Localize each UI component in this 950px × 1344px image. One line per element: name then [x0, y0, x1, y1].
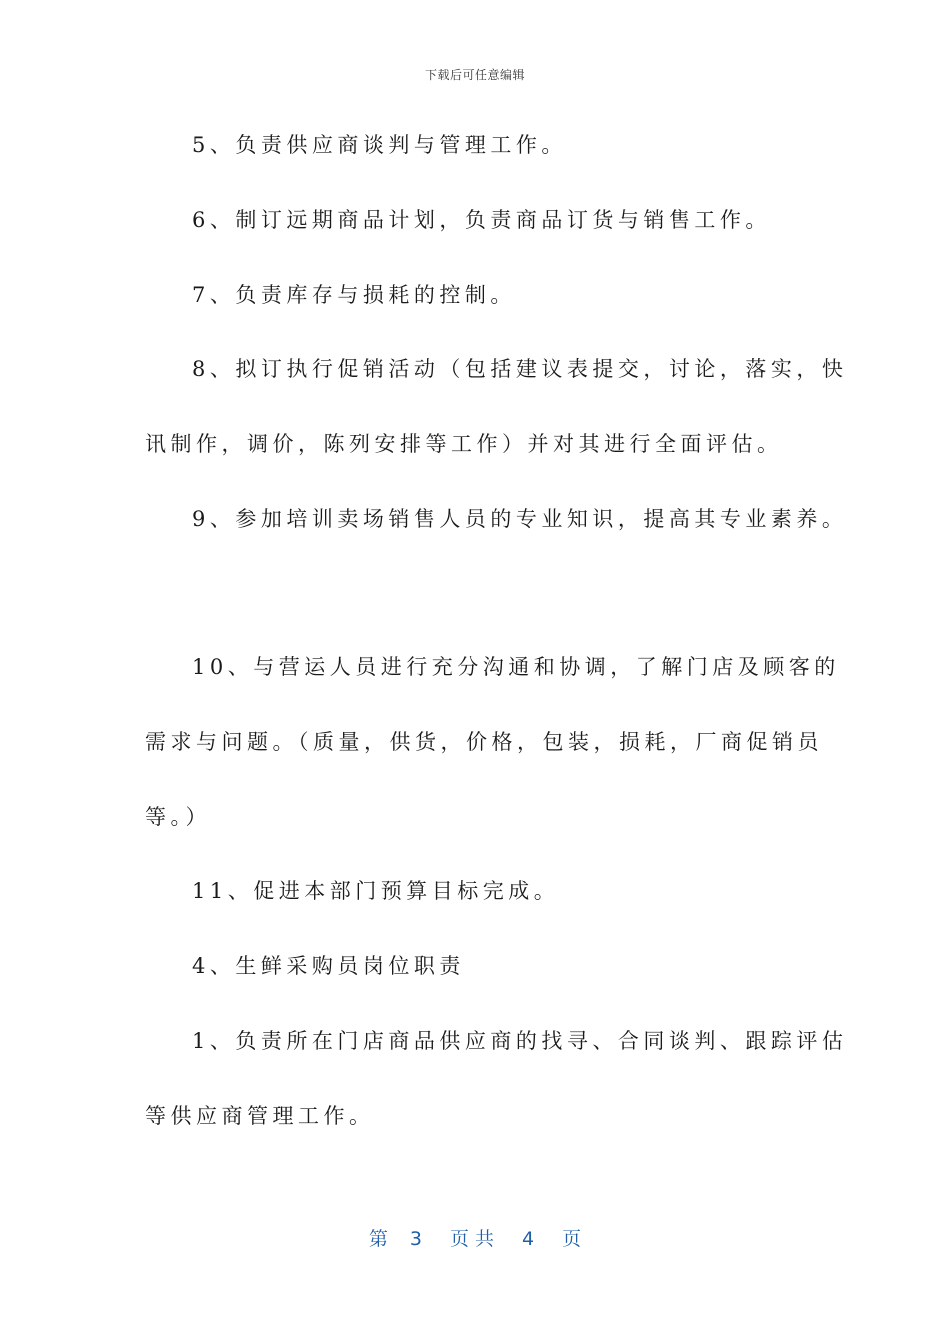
paragraph-line: 11、促进本部门预算目标完成。 [192, 879, 560, 903]
paragraph-line: 等供应商管理工作。 [145, 1104, 375, 1128]
paragraph-line: 10、与营运人员进行充分沟通和协调，了解门店及顾客的 [192, 655, 840, 679]
footer-current-page: 3 [409, 1228, 422, 1250]
page-footer [0, 1224, 950, 1251]
paragraph-line: 7、负责库存与损耗的控制。 [192, 283, 516, 307]
footer-suffix: 页 [562, 1228, 582, 1250]
paragraph-line: 9、参加培训卖场销售人员的专业知识，提高其专业素养。 [192, 507, 848, 531]
paragraph-line: 等。） [145, 805, 211, 829]
page-header: 下载后可任意编辑 [424, 68, 525, 82]
paragraph-line: 1、负责所在门店商品供应商的找寻、合同谈判、跟踪评估 [192, 1029, 848, 1053]
footer-middle: 页共 [449, 1228, 500, 1250]
paragraph-line: 需求与问题。（质量，供货，价格，包装，损耗，厂商促销员 [145, 730, 823, 754]
paragraph-line: 6、制订远期商品计划，负责商品订货与销售工作。 [192, 208, 771, 232]
paragraph-line: 讯制作，调价，陈列安排等工作）并对其进行全面评估。 [145, 432, 783, 456]
paragraph-line: 8、拟订执行促销活动（包括建议表提交，讨论，落实，快 [192, 357, 848, 381]
paragraph-line: 5、负责供应商谈判与管理工作。 [192, 133, 567, 157]
section-heading: 4、生鲜采购员岗位职责 [192, 954, 465, 978]
footer-total-pages: 4 [522, 1228, 535, 1250]
footer-prefix: 第 [368, 1228, 388, 1250]
